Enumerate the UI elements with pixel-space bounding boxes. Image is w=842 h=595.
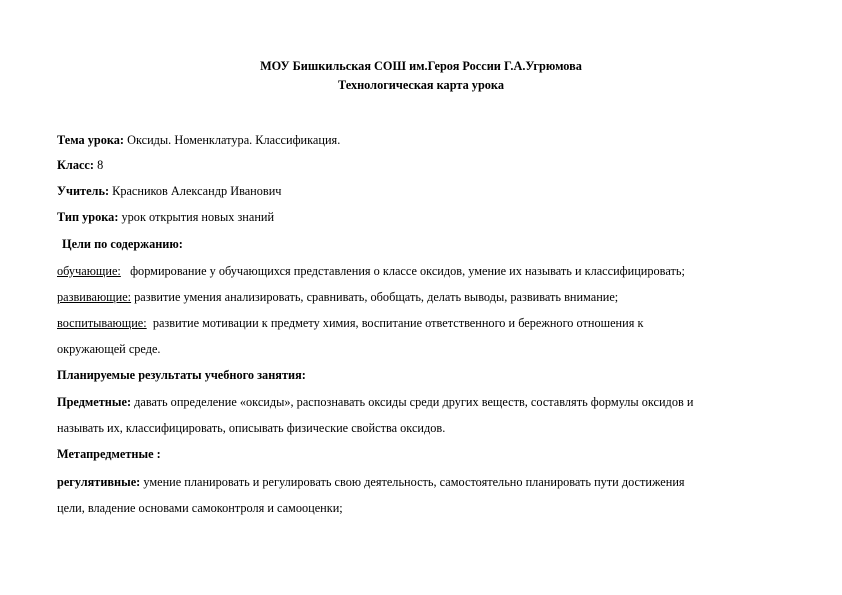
lesson-type-label: Тип урока: — [57, 210, 119, 224]
goal-teaching-text: формирование у обучающихся представления о классе оксидов, умение их называть и классифицировать; — [130, 264, 685, 278]
school-name: МОУ Бишкильская СОШ им.Героя России Г.А.Угрюмова — [260, 59, 582, 73]
teacher-line — [57, 184, 281, 198]
goal-upbringing-text: развитие мотивации к предмету химия, воспитание ответственного и бережного отношения к — [152, 316, 644, 330]
goal-developing-line — [57, 290, 618, 304]
teacher-label: Учитель: — [57, 184, 110, 198]
goal-teaching-line — [57, 264, 685, 278]
regulatory-label: регулятивные: — [57, 475, 141, 489]
lesson-type-line — [57, 210, 274, 224]
subject-results-label: Предметные: — [57, 395, 132, 409]
goal-developing-label: развивающие: — [57, 290, 132, 304]
regulatory-continuation: цели, владение основами самоконтроля и самооценки; — [57, 501, 343, 515]
subject-results-continuation: называть их, классифицировать, описывать физические свойства оксидов. — [57, 421, 446, 435]
goal-upbringing-label: воспитывающие: — [57, 316, 147, 330]
grade-value: 8 — [97, 158, 104, 172]
goal-upbringing-line — [57, 316, 643, 330]
subject-results-line — [57, 395, 693, 409]
results-heading: Планируемые результаты учебного занятия: — [57, 368, 306, 382]
goals-heading: Цели по содержанию: — [62, 237, 183, 251]
regulatory-line — [57, 475, 685, 489]
regulatory-text: умение планировать и регулировать свою деятельность, самостоятельно планировать пути достижения — [143, 475, 685, 489]
teacher-value: Красников Александр Иванович — [112, 184, 282, 198]
grade-label: Класс: — [57, 158, 94, 172]
topic-label: Тема урока: — [57, 133, 124, 147]
goal-developing-text: развитие умения анализировать, сравнивать, обобщать, делать выводы, развивать внимание; — [134, 290, 619, 304]
document-title: Технологическая карта урока — [338, 78, 504, 92]
lesson-type-value: урок открытия новых знаний — [121, 210, 275, 224]
meta-heading: Метапредметные : — [57, 447, 161, 461]
goal-upbringing-continuation: окружающей среде. — [57, 342, 161, 356]
topic-line — [57, 133, 340, 147]
topic-value: Оксиды. Номенклатура. Классификация. — [127, 133, 341, 147]
subject-results-text: давать определение «оксиды», распознавать оксиды среди других веществ, составлять формулы оксидов и — [134, 395, 694, 409]
grade-line — [57, 158, 103, 172]
goal-teaching-label: обучающие: — [57, 264, 121, 278]
